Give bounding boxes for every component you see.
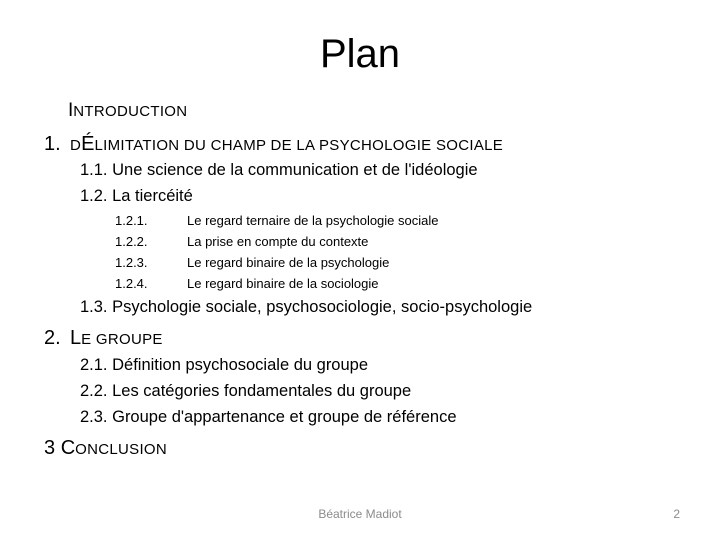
section-1-accent: É bbox=[81, 133, 95, 155]
section-1-2-3 bbox=[115, 255, 389, 270]
page-number: 2 bbox=[673, 507, 680, 521]
section-1-1: 1.1. Une science de la communication et de l'idéologie bbox=[80, 161, 478, 179]
section-1-initial: D bbox=[70, 137, 82, 154]
section-1-2-2-number: 1.2.2. bbox=[115, 234, 148, 249]
section-2-rest: E GROUPE bbox=[81, 331, 163, 348]
intro-heading bbox=[68, 100, 187, 122]
section-1-rest: LIMITATION DU CHAMP DE LA PSYCHOLOGIE SOCIALE bbox=[94, 137, 504, 154]
section-1-2-3-number: 1.2.3. bbox=[115, 255, 148, 270]
section-2-number: 2. bbox=[44, 327, 61, 349]
section-2-heading bbox=[44, 327, 163, 350]
section-2-1: 2.1. Définition psychosociale du groupe bbox=[80, 356, 369, 374]
section-1-2-3-text: Le regard binaire de la psychologie bbox=[187, 255, 390, 270]
section-2-initial: L bbox=[70, 327, 82, 349]
section-1-2: 1.2. La tiercéité bbox=[80, 187, 193, 205]
section-1-3: 1.3. Psychologie sociale, psychosociologie, socio-psychologie bbox=[80, 298, 533, 316]
section-1-2-2 bbox=[115, 234, 368, 249]
section-2-2: 2.2. Les catégories fondamentales du groupe bbox=[80, 382, 412, 400]
section-3-number: 3 bbox=[44, 437, 56, 459]
intro-initial: I bbox=[68, 100, 74, 121]
section-1-2-4 bbox=[115, 276, 379, 291]
slide-title: Plan bbox=[319, 32, 401, 76]
section-1-number: 1. bbox=[44, 133, 61, 155]
section-1-2-1 bbox=[115, 213, 439, 228]
section-3-initial: C bbox=[60, 437, 76, 459]
section-1-2-4-text: Le regard binaire de la sociologie bbox=[187, 276, 379, 291]
section-3-heading bbox=[44, 437, 167, 460]
section-1-2-1-number: 1.2.1. bbox=[115, 213, 148, 228]
section-3-rest: ONCLUSION bbox=[75, 441, 168, 458]
intro-rest: NTRODUCTION bbox=[73, 103, 188, 120]
section-2-3: 2.3. Groupe d'appartenance et groupe de référence bbox=[80, 408, 457, 426]
footer-author: Béatrice Madiot bbox=[318, 507, 402, 521]
section-1-heading bbox=[44, 133, 503, 156]
section-1-2-4-number: 1.2.4. bbox=[115, 276, 148, 291]
section-1-2-2-text: La prise en compte du contexte bbox=[187, 234, 369, 249]
section-1-2-1-text: Le regard ternaire de la psychologie sociale bbox=[187, 213, 439, 228]
